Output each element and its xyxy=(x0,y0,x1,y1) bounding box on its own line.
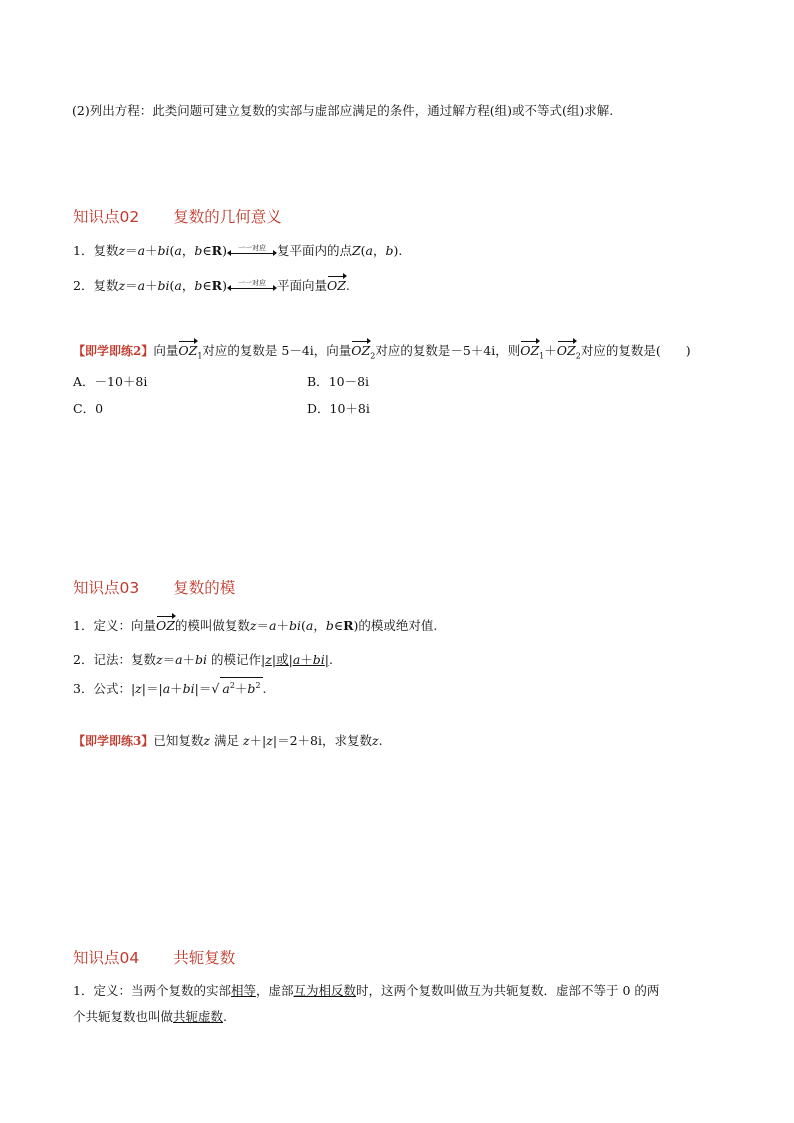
section-heading-02 xyxy=(73,205,282,227)
conjugate-definition-line-2: 个共轭复数也叫做共轭虚数. xyxy=(73,1009,228,1024)
conjugate-definition-line-1: 1．定义：当两个复数的实部相等，虚部互为相反数时，这两个复数叫做互为共轭复数．虚部不等于 0 的两 xyxy=(73,983,660,998)
section-number: 知识点03 xyxy=(73,579,140,597)
vector-oz: OZ xyxy=(326,278,346,293)
option-a[interactable]: A．－10＋8i xyxy=(73,374,148,389)
exercise-tag: 【即学即练2】 xyxy=(73,344,154,358)
section-heading-03 xyxy=(73,576,235,598)
one-to-one-arrow-icon: 一一对应 xyxy=(227,280,277,294)
exercise-2-stem: 【即学即练2】向量$OZ_1$对应的复数是 5－4i，向量$OZ_2$对应的复数是－5＋4i，则$OZ_1+OZ_2$对应的复数是( ) xyxy=(73,343,691,361)
section-number: 知识点04 xyxy=(73,949,140,967)
option-c[interactable]: C．0 xyxy=(73,401,104,416)
modulus-definition: 1．定义：向量OZ的模叫做复数z＝a＋bi(a，b∈R)的模或绝对值. xyxy=(73,618,438,633)
intro-text: (2)列出方程：此类问题可建立复数的实部与虚部应满足的条件，通过解方程(组)或不等式(组)求解. xyxy=(72,103,614,118)
geometric-meaning-line-2: 2．复数z＝a＋bi(a，b∈R) 一一对应 平面向量OZ. xyxy=(73,278,350,293)
section-title: 复数的模 xyxy=(173,579,236,597)
modulus-formula: 3．公式：|z|＝|a＋bi|＝√ $a^2+b^2$ . xyxy=(73,677,267,697)
exercise-3: 【即学即练3】已知复数z 满足 z＋|z|＝2＋8i，求复数z. xyxy=(73,733,383,748)
section-title: 共轭复数 xyxy=(173,949,236,967)
exercise-tag: 【即学即练3】 xyxy=(73,734,154,748)
section-title: 复数的几何意义 xyxy=(173,208,282,226)
modulus-notation: 2．记法：复数z＝a＋bi 的模记作|z|或|a＋bi|. xyxy=(73,652,333,667)
one-to-one-arrow-icon: 一一对应 xyxy=(227,245,277,259)
geometric-meaning-line-1: 1．复数z＝a＋bi(a，b∈R) 一一对应 复平面内的点Z(a，b). xyxy=(73,243,403,258)
section-heading-04 xyxy=(73,946,235,968)
option-d[interactable]: D．10＋8i xyxy=(307,401,370,416)
option-b[interactable]: B．10－8i xyxy=(307,374,370,389)
section-number: 知识点02 xyxy=(73,208,140,226)
